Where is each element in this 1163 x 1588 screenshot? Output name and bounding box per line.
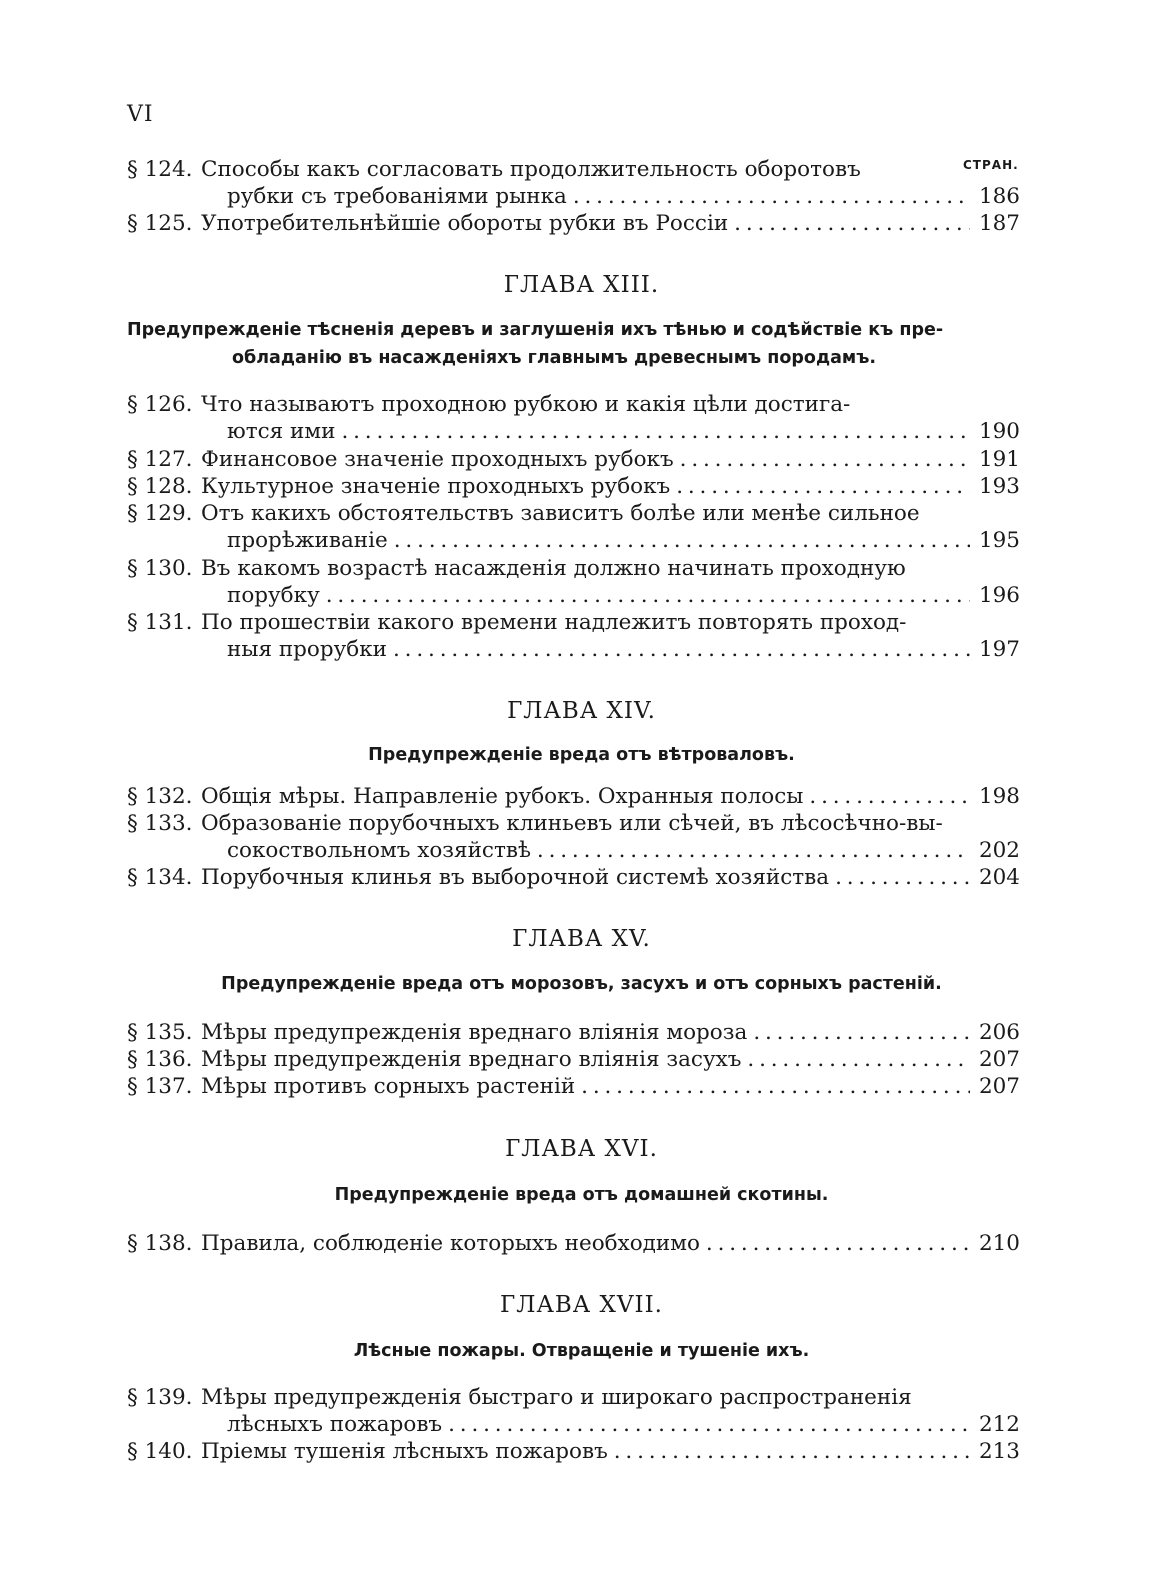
dot-leader — [614, 1438, 970, 1465]
section-number: § 134. — [127, 865, 193, 890]
entry-title-cont: лѣсныхъ пожаровъ — [227, 1412, 443, 1437]
toc-entry-127 — [127, 446, 1020, 473]
toc-entry-125 — [127, 210, 1020, 237]
section-number: § 127. — [127, 447, 193, 472]
dot-leader — [753, 1019, 970, 1046]
entry-title: Употребительнѣйшіе обороты рубки въ Россіи — [201, 211, 729, 236]
section-number: § 129. — [127, 501, 193, 526]
entry-title: По прошествіи какого времени надлежитъ повторять проход- — [201, 610, 907, 635]
page-ref: 190 — [978, 419, 1020, 444]
page-ref: 195 — [978, 528, 1020, 553]
entry-title: Что называютъ проходною рубкою и какія цѣли достига- — [201, 392, 851, 417]
section-number: § 128. — [127, 474, 193, 499]
toc-entry-137 — [127, 1073, 1020, 1100]
dot-leader — [326, 582, 970, 609]
dot-leader — [734, 210, 970, 237]
entry-title: Мѣры предупрежденія вреднаго вліянія засухъ — [201, 1047, 742, 1072]
toc-entry-130-cont — [127, 582, 1020, 609]
chapter-13-title: ГЛАВА XIII. — [503, 272, 660, 298]
toc-entry-139 — [127, 1384, 1020, 1411]
entry-title: Мѣры предупрежденія быстраго и широкаго распространенія — [201, 1385, 912, 1410]
toc-entry-130 — [127, 555, 1020, 582]
page-ref: 210 — [978, 1231, 1020, 1256]
toc-entry-139-cont — [127, 1411, 1020, 1438]
section-number: § 136. — [127, 1047, 193, 1072]
section-number: § 137. — [127, 1074, 193, 1099]
dot-leader — [341, 418, 970, 445]
entry-title: Общія мѣры. Направленіе рубокъ. Охранныя полосы — [201, 784, 804, 809]
toc-entry-140 — [127, 1438, 1020, 1465]
chapter-16-subtitle: Предупрежденіе вреда отъ домашней скотины. — [334, 1185, 829, 1205]
chapter-14-title: ГЛАВА XIV. — [507, 698, 656, 724]
entry-title-cont: прорѣживаніе — [227, 528, 388, 553]
chapter-17-subtitle: Лѣсные пожары. Отвращеніе и тушеніе ихъ. — [353, 1341, 810, 1361]
entry-title: Образованіе порубочныхъ клиньевъ или сѣчей, въ лѣсосѣчно-вы- — [201, 811, 943, 836]
entry-title-cont: ются ими — [227, 419, 336, 444]
toc-entry-124-cont — [127, 183, 1020, 210]
dot-leader — [706, 1230, 970, 1257]
section-number: § 132. — [127, 784, 193, 809]
dot-leader — [809, 783, 970, 810]
section-number: § 125. — [127, 211, 193, 236]
toc-entry-131-cont — [127, 636, 1020, 663]
page-ref: 198 — [978, 784, 1020, 809]
toc-entry-129-cont — [127, 527, 1020, 554]
dot-leader — [393, 636, 970, 663]
entry-title: Способы какъ согласовать продолжительность оборотовъ — [201, 157, 861, 182]
toc-entry-133-cont — [127, 837, 1020, 864]
toc-entry-132 — [127, 783, 1020, 810]
page-ref: 191 — [978, 447, 1020, 472]
chapter-13-subtitle-line2: обладанію въ насажденіяхъ главнымъ древеснымъ породамъ. — [232, 348, 877, 368]
dot-leader — [581, 1073, 970, 1100]
dot-leader — [448, 1411, 970, 1438]
toc-entry-136 — [127, 1046, 1020, 1073]
page-ref: 202 — [978, 838, 1020, 863]
section-number: § 130. — [127, 556, 193, 581]
entry-title: Правила, соблюденіе которыхъ необходимо — [201, 1231, 700, 1256]
page-ref: 187 — [978, 211, 1020, 236]
entry-title: Культурное значеніе проходныхъ рубокъ — [201, 474, 671, 499]
page-ref: 193 — [978, 474, 1020, 499]
chapter-14-subtitle: Предупрежденіе вреда отъ вѣтроваловъ. — [368, 745, 795, 765]
section-number: § 124. — [127, 157, 193, 182]
chapter-17-title: ГЛАВА XVII. — [500, 1292, 663, 1318]
dot-leader — [394, 527, 970, 554]
dot-leader — [676, 473, 970, 500]
chapter-16-title: ГЛАВА XVI. — [505, 1136, 658, 1162]
dot-leader — [573, 183, 970, 210]
toc-entry-126-cont — [127, 418, 1020, 445]
page-number: VI — [127, 102, 154, 127]
toc-entry-131 — [127, 609, 1020, 636]
entry-title-cont: рубки съ требованіями рынка — [227, 184, 567, 209]
dot-leader — [680, 446, 970, 473]
entry-title-cont: сокоствольномъ хозяйствѣ — [227, 838, 531, 863]
toc-entry-126 — [127, 391, 1020, 418]
chapter-15-title: ГЛАВА XV. — [512, 926, 651, 952]
entry-title: Отъ какихъ обстоятельствъ зависитъ болѣе или менѣе сильное — [201, 501, 920, 526]
entry-title: Порубочныя клинья въ выборочной системѣ хозяйства — [201, 865, 830, 890]
page-ref: 204 — [978, 865, 1020, 890]
entry-title-cont: ныя прорубки — [227, 637, 388, 662]
toc-entry-138 — [127, 1230, 1020, 1257]
toc-entry-128 — [127, 473, 1020, 500]
chapter-13-subtitle-line1: Предупрежденіе тѣсненія деревъ и заглушенія ихъ тѣнью и содѣйствіе къ пре- — [127, 320, 944, 340]
toc-entry-133 — [127, 810, 1020, 837]
entry-title: Въ какомъ возрастѣ насажденія должно начинать проходную — [201, 556, 906, 581]
section-number: § 138. — [127, 1231, 193, 1256]
section-number: § 126. — [127, 392, 193, 417]
page-ref: 207 — [978, 1047, 1020, 1072]
page-ref: 196 — [978, 583, 1020, 608]
dot-leader — [537, 837, 970, 864]
entry-title: Мѣры предупрежденія вреднаго вліянія мороза — [201, 1020, 748, 1045]
toc-entry-129 — [127, 500, 1020, 527]
entry-title: Пріемы тушенія лѣсныхъ пожаровъ — [201, 1439, 608, 1464]
page-ref: 206 — [978, 1020, 1020, 1045]
dot-leader — [747, 1046, 970, 1073]
page-ref: 197 — [978, 637, 1020, 662]
page-ref: 213 — [978, 1439, 1020, 1464]
chapter-15-subtitle: Предупрежденіе вреда отъ морозовъ, засухъ и отъ сорныхъ растеній. — [221, 974, 942, 994]
entry-title-cont: порубку — [227, 583, 320, 608]
section-number: § 140. — [127, 1439, 193, 1464]
entry-title: Финансовое значеніе проходныхъ рубокъ — [201, 447, 674, 472]
entry-title: Мѣры противъ сорныхъ растеній — [201, 1074, 576, 1099]
toc-entry-124 — [127, 156, 957, 183]
section-number: § 131. — [127, 610, 193, 635]
section-number: § 139. — [127, 1385, 193, 1410]
toc-entry-135 — [127, 1019, 1020, 1046]
page-ref: 186 — [978, 184, 1020, 209]
section-number: § 133. — [127, 811, 193, 836]
toc-entry-134 — [127, 864, 1020, 891]
page-ref: 207 — [978, 1074, 1020, 1099]
dot-leader — [835, 864, 970, 891]
page-ref: 212 — [978, 1412, 1020, 1437]
page-column-label: СТРАН. — [963, 158, 1019, 172]
section-number: § 135. — [127, 1020, 193, 1045]
